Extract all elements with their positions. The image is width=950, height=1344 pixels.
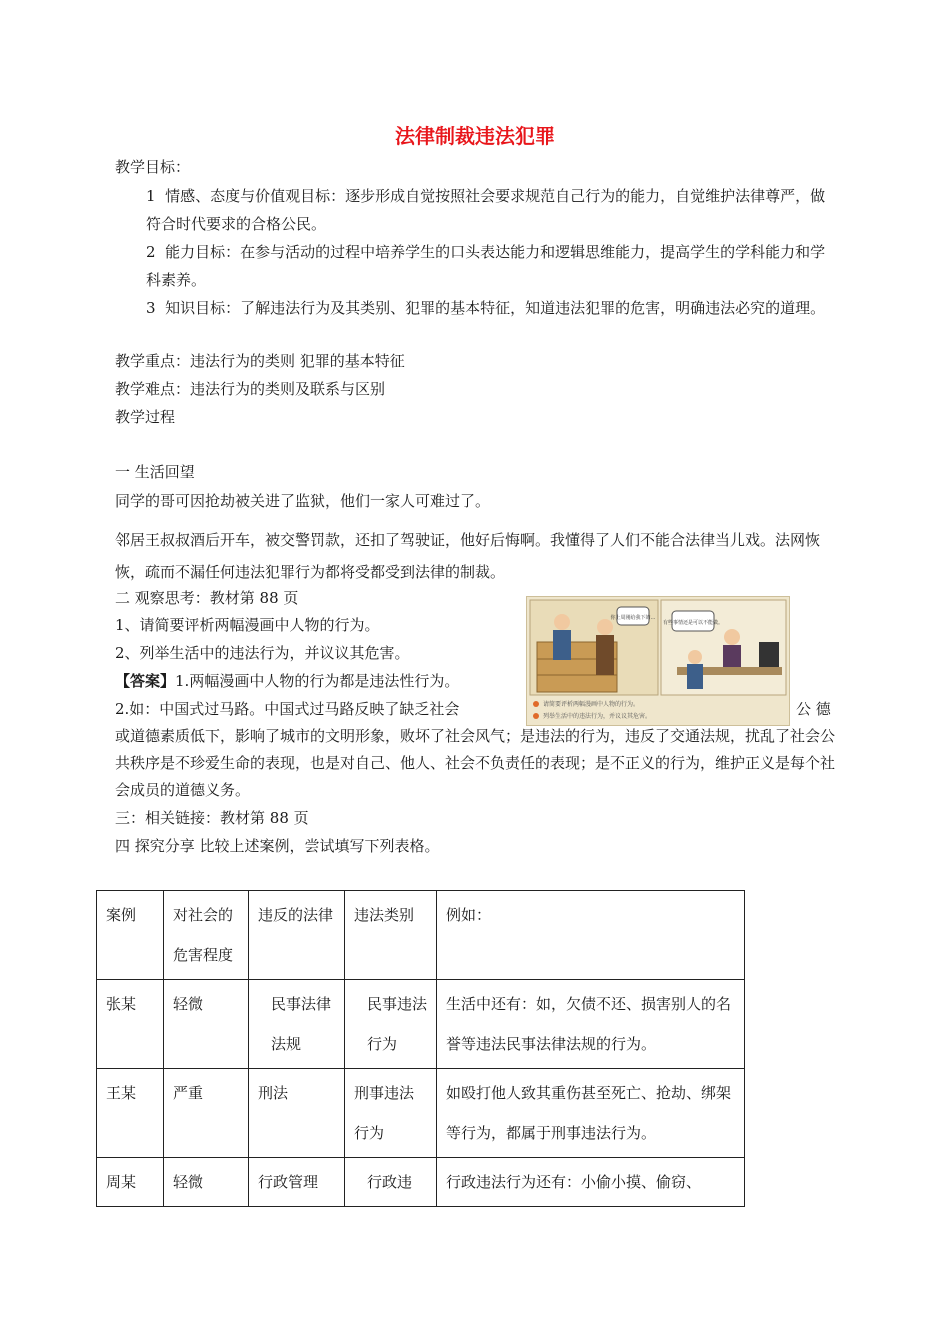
section-1-paragraph-2: 邻居王叔叔酒后开车，被交警罚款，还扣了驾驶证，他好后悔啊。我懂得了人们不能合法律当儿戏。法网恢恢，疏而不漏任何违法犯罪行为都将受都受到法律的制裁。 <box>115 531 821 581</box>
comparison-table <box>96 890 745 1207</box>
table-cell: 轻微 <box>164 1158 249 1207</box>
section-2-heading: 二 观察思考：教材第 88 页 <box>115 589 299 607</box>
objective-num: 2 <box>146 243 156 261</box>
table-row <box>97 1069 745 1158</box>
table-cell: 行政违 <box>345 1158 437 1207</box>
comic-drawing <box>527 597 789 725</box>
answer-2-start: 2.如：中国式过马路。中国式过马路反映了缺乏社会 <box>115 700 460 718</box>
table-header-cell: 对社会的危害程度 <box>164 891 249 980</box>
objective-1 <box>115 182 840 238</box>
answer-label: 【答案】 <box>115 672 176 690</box>
table-cell: 民事违法行为 <box>345 980 437 1069</box>
section-3-heading: 三：相关链接：教材第 88 页 <box>115 809 309 827</box>
teaching-focus: 教学重点：违法行为的类则 犯罪的基本特征 <box>115 352 405 370</box>
table-header-cell: 例如： <box>437 891 745 980</box>
comic-caption-1: 请简要评析两幅漫画中人物的行为。 <box>543 701 640 708</box>
table-cell: 轻微 <box>164 980 249 1069</box>
question-1: 1、请简要评析两幅漫画中人物的行为。 <box>115 616 380 634</box>
table-cell: 张某 <box>97 980 164 1069</box>
page-title: 法律制裁违法犯罪 <box>395 124 555 148</box>
objective-text: 情感、态度与价值观目标：逐步形成自觉按照社会要求规范自己行为的能力，自觉维护法律尊严，做符合时代要求的合格公民。 <box>146 187 826 233</box>
table-cell: 如殴打他人致其重伤甚至死亡、抢劫、绑架等行为，都属于刑事违法行为。 <box>437 1069 745 1158</box>
question-2: 2、列举生活中的违法行为，并议议其危害。 <box>115 644 410 662</box>
table-row <box>97 980 745 1069</box>
teaching-process: 教学过程 <box>115 408 176 426</box>
comic-bubble-1: 你上周刚给我下的… <box>610 615 656 621</box>
table-cell: 周某 <box>97 1158 164 1207</box>
answer-1-text: 1.两幅漫画中人物的行为都是违法性行为。 <box>175 672 460 690</box>
objective-text: 知识目标：了解违法行为及其类别、犯罪的基本特征，知道违法犯罪的危害，明确违法必究的道理。 <box>165 299 826 317</box>
comic-caption-2: 列举生活中的违法行为，并议议其危害。 <box>543 713 652 720</box>
objective-num: 1 <box>146 187 156 205</box>
teaching-difficulty: 教学难点：违法行为的类则及联系与区别 <box>115 380 386 398</box>
objective-text: 能力目标：在参与活动的过程中培养学生的口头表达能力和逻辑思维能力，提高学生的学科能力和学科素养。 <box>146 243 826 289</box>
table-cell: 王某 <box>97 1069 164 1158</box>
table-cell: 行政管理 <box>249 1158 345 1207</box>
objective-2 <box>115 238 840 294</box>
comic-bubble-2: 有些事情还是可以不能做。 <box>662 620 724 626</box>
table-header-cell: 案例 <box>97 891 164 980</box>
comic-illustration <box>526 596 790 726</box>
table-cell: 刑法 <box>249 1069 345 1158</box>
answer-2-right: 公 德 <box>796 700 831 718</box>
table-row <box>97 1158 745 1207</box>
section-4-heading: 四 探究分享 比较上述案例，尝试填写下列表格。 <box>115 837 440 855</box>
answer-2-rest: 或道德素质低下，影响了城市的文明形象，败坏了社会风气；是违法的行为，违反了交通法规，扰乱了社会公共秩序是不珍爱生命的表现，也是对自己、他人、社会不负责任的表现；是不正义的行为，维护正义是每个社会成员的道德义务。 <box>115 727 836 799</box>
table-cell: 刑事违法行为 <box>345 1069 437 1158</box>
objective-num: 3 <box>146 299 156 317</box>
table-cell: 民事法律法规 <box>249 980 345 1069</box>
section-1-paragraph-1: 同学的哥可因抢劫被关进了监狱，他们一家人可难过了。 <box>115 492 491 510</box>
table-cell: 生活中还有：如，欠债不还、损害别人的名誉等违法民事法律法规的行为。 <box>437 980 745 1069</box>
table-header-cell: 违法类别 <box>345 891 437 980</box>
table-cell: 严重 <box>164 1069 249 1158</box>
section-1-heading: 一 生活回望 <box>115 463 195 481</box>
objective-3 <box>115 294 840 322</box>
table-header-row <box>97 891 745 980</box>
objectives-heading: 教学目标： <box>115 158 191 176</box>
table-header-cell: 违反的法律 <box>249 891 345 980</box>
table-cell: 行政违法行为还有：小偷小摸、偷窃、 <box>437 1158 745 1207</box>
answer-1 <box>115 670 459 692</box>
